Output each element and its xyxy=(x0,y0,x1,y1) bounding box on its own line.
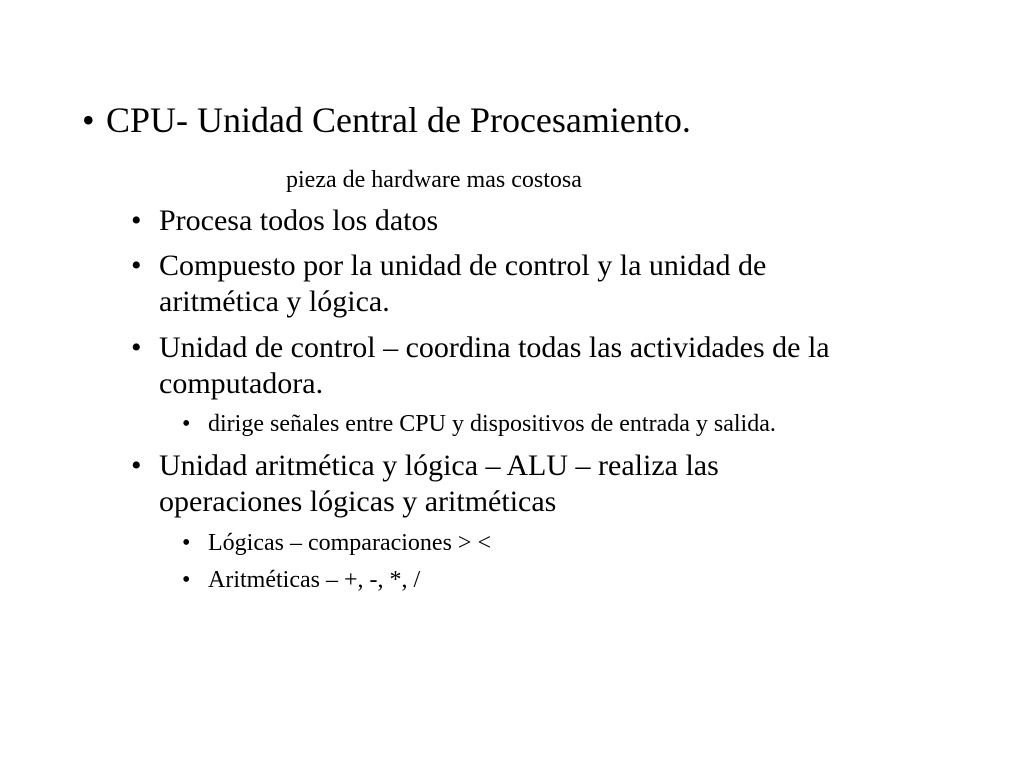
list-item-line: aritmética y lógica. xyxy=(159,285,390,318)
slide-heading: CPU- Unidad Central de Procesamiento. xyxy=(106,100,691,140)
list-item-line: Lógicas – comparaciones > < xyxy=(208,530,491,556)
list-item-line: Compuesto por la unidad de control y la unidad de xyxy=(159,249,767,282)
list-item-line: computadora. xyxy=(159,367,324,400)
list-item-line: Aritméticas – +, -, *, / xyxy=(208,567,421,593)
list-item-line: operaciones lógicas y aritméticas xyxy=(159,485,557,518)
bullet-icon: • xyxy=(131,449,142,482)
bullet-icon: • xyxy=(182,411,191,437)
list-item-line: dirige señales entre CPU y dispositivos de entrada y salida. xyxy=(208,411,776,437)
bullet-icon: • xyxy=(182,567,191,593)
slide-subtitle: pieza de hardware mas costosa xyxy=(286,167,582,193)
list-item-line: Unidad de control – coordina todas las actividades de la xyxy=(159,331,830,364)
list-item-line: Unidad aritmética y lógica – ALU – realiza las xyxy=(159,449,719,482)
bullet-icon: • xyxy=(131,249,142,282)
bullet-icon: • xyxy=(182,530,191,556)
bullet-icon: • xyxy=(131,204,142,237)
list-item-line: Procesa todos los datos xyxy=(159,204,439,237)
bullet-icon: • xyxy=(82,100,95,140)
bullet-icon: • xyxy=(131,331,142,364)
